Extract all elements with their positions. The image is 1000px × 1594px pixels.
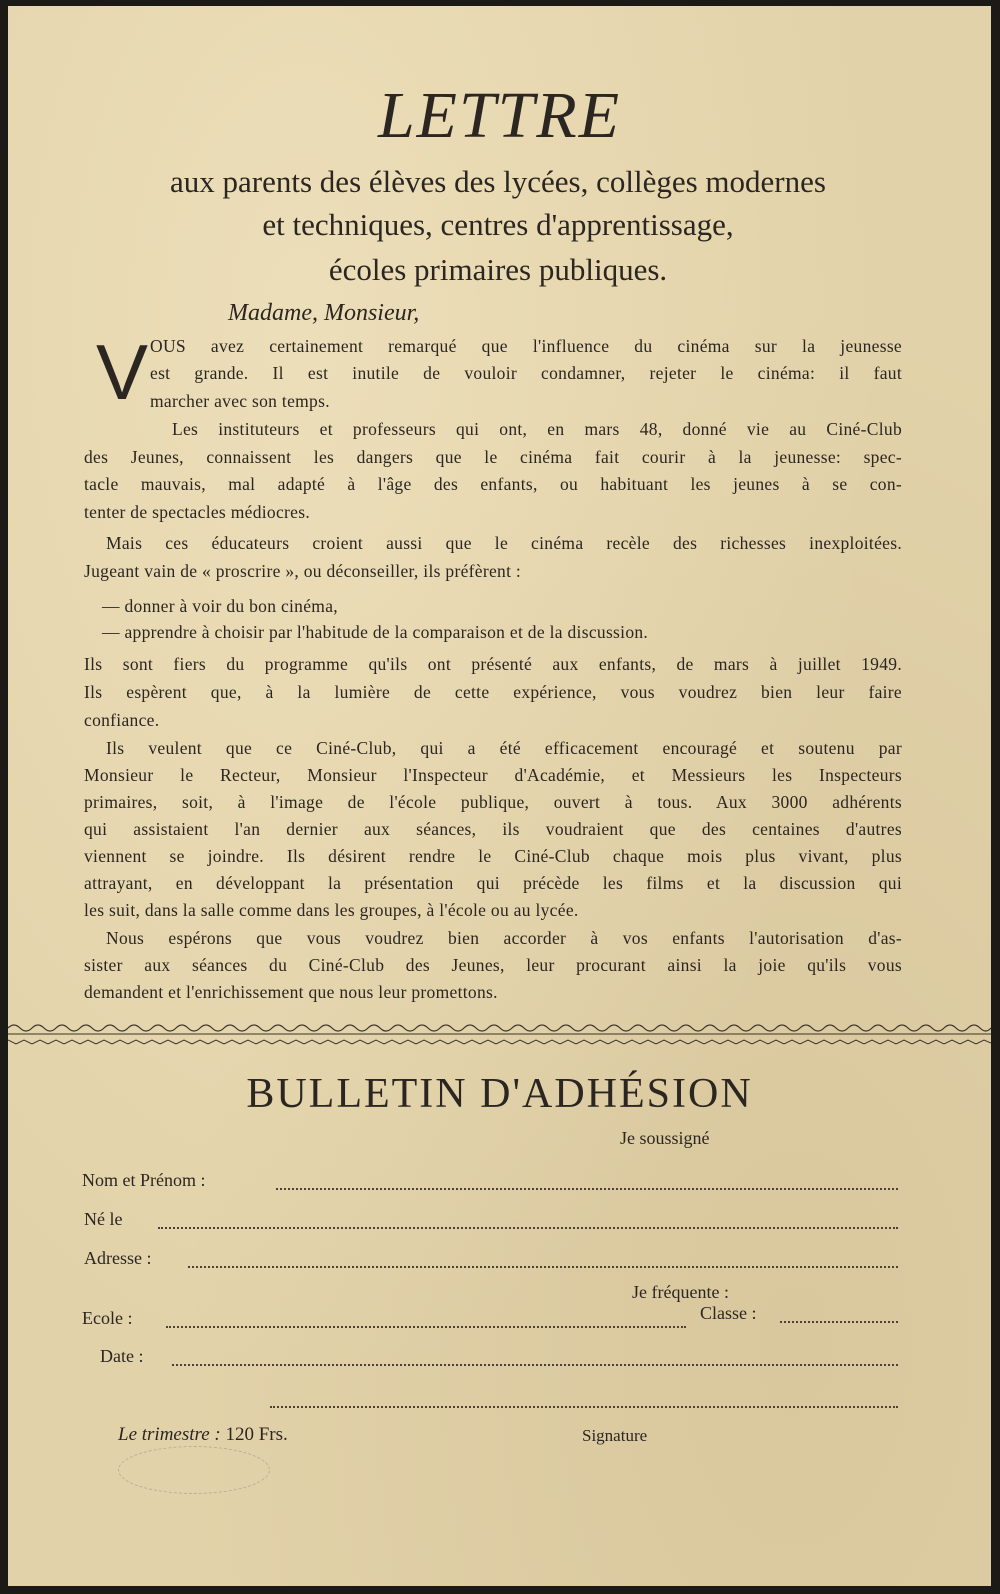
- nom-prenom-label: Nom et Prénom :: [82, 1170, 206, 1190]
- salutation: Madame, Monsieur,: [228, 300, 420, 326]
- letter-line: tacle mauvais, mal adapté à l'âge des enfants, ou habituant les jeunes à se con-: [84, 474, 902, 494]
- trimestre-price: [118, 1424, 288, 1446]
- letter-line: qui assistaient l'an dernier aux séances, ils voudraient que des centaines d'autres: [84, 819, 902, 839]
- subtitle-line-3: écoles primaires publiques.: [328, 252, 668, 287]
- letter-line: — apprendre à choisir par l'habitude de la comparaison et de la discussion.: [102, 622, 649, 642]
- signature-label: Signature: [582, 1426, 648, 1445]
- subtitle-line-2: et techniques, centres d'apprentissage,: [262, 207, 734, 242]
- letter-line: Monsieur le Recteur, Monsieur l'Inspecteur d'Académie, et Messieurs les Inspecteurs: [84, 765, 902, 785]
- letter-line: des Jeunes, connaissent les dangers que le cinéma fait courir à la jeunesse: spec-: [84, 447, 902, 467]
- extra-line-field[interactable]: [270, 1406, 898, 1408]
- letter-line: primaires, soit, à l'image de l'école publique, ouvert à tous. Aux 3000 adhérents: [84, 792, 902, 812]
- letter-line: les suit, dans la salle comme dans les groupes, à l'école ou au lycée.: [84, 900, 579, 920]
- letter-line: Jugeant vain de « proscrire », ou déconseiller, ils préfèrent :: [84, 561, 522, 581]
- letter-sheet: [8, 6, 991, 1586]
- letter-line: confiance.: [84, 710, 160, 730]
- letter-line: est grande. Il est inutile de vouloir condamner, rejeter le cinéma: il faut: [150, 363, 902, 383]
- subtitle-line-1: aux parents des élèves des lycées, collèges modernes: [170, 164, 826, 199]
- date-field[interactable]: [172, 1364, 898, 1366]
- address-field[interactable]: [188, 1266, 898, 1268]
- letter-line: viennent se joindre. Ils désirent rendre le Ciné-Club chaque mois plus vivant, plus: [84, 846, 902, 866]
- letter-line: Ils veulent que ce Ciné-Club, qui a été efficacement encouragé et soutenu par: [106, 738, 902, 758]
- letter-line: marcher avec son temps.: [150, 391, 330, 411]
- bulletin-heading: BULLETIN D'ADHÉSION: [246, 1071, 753, 1117]
- ecole-label: Ecole :: [82, 1308, 133, 1328]
- class-field[interactable]: [780, 1321, 898, 1323]
- letter-line: tenter de spectacles médiocres.: [84, 502, 310, 522]
- letter-line: Ils sont fiers du programme qu'ils ont présenté aux enfants, de mars à juillet 1949.: [84, 654, 902, 674]
- letter-line: — donner à voir du bon cinéma,: [102, 596, 338, 616]
- classe-label: Classe :: [700, 1303, 757, 1323]
- page-title: LETTRE: [377, 79, 622, 152]
- adresse-label: Adresse :: [84, 1248, 152, 1268]
- letter-line: Mais ces éducateurs croient aussi que le cinéma recèle des richesses inexploitées.: [106, 533, 902, 553]
- letter-line: Ils espèrent que, à la lumière de cette expérience, vous voudrez bien leur faire: [84, 682, 902, 702]
- nom-prenom-field[interactable]: [276, 1188, 898, 1190]
- letter-line: Nous espérons que vous voudrez bien accorder à vos enfants l'autorisation d'as-: [106, 928, 902, 948]
- letter-line: sister aux séances du Ciné-Club des Jeunes, leur procurant ainsi la joie qu'ils vous: [84, 955, 902, 975]
- school-field[interactable]: [166, 1326, 686, 1328]
- letter-line: demandent et l'enrichissement que nous leur promettons.: [84, 982, 498, 1002]
- date-label: Date :: [100, 1346, 144, 1366]
- birth-date-field[interactable]: [158, 1227, 898, 1229]
- cut-line-divider: [8, 1018, 991, 1048]
- trimestre-label: Le trimestre :: [118, 1424, 221, 1445]
- letter-line: OUS avez certainement remarqué que l'influence du cinéma sur la jeunesse: [150, 336, 902, 356]
- faded-stamp: [118, 1446, 270, 1494]
- je-frequente-label: Je fréquente :: [632, 1282, 729, 1302]
- letter-line: attrayant, en développant la présentation qui précède les films et la discussion qui: [84, 873, 902, 893]
- letter-line: Les instituteurs et professeurs qui ont, en mars 48, donné vie au Ciné-Club: [172, 419, 902, 439]
- je-soussigne-label: Je soussigné: [620, 1128, 710, 1148]
- drop-cap-letter: V: [96, 328, 149, 416]
- ne-le-label: Né le: [84, 1209, 123, 1229]
- price-value: 120 Frs.: [225, 1424, 288, 1445]
